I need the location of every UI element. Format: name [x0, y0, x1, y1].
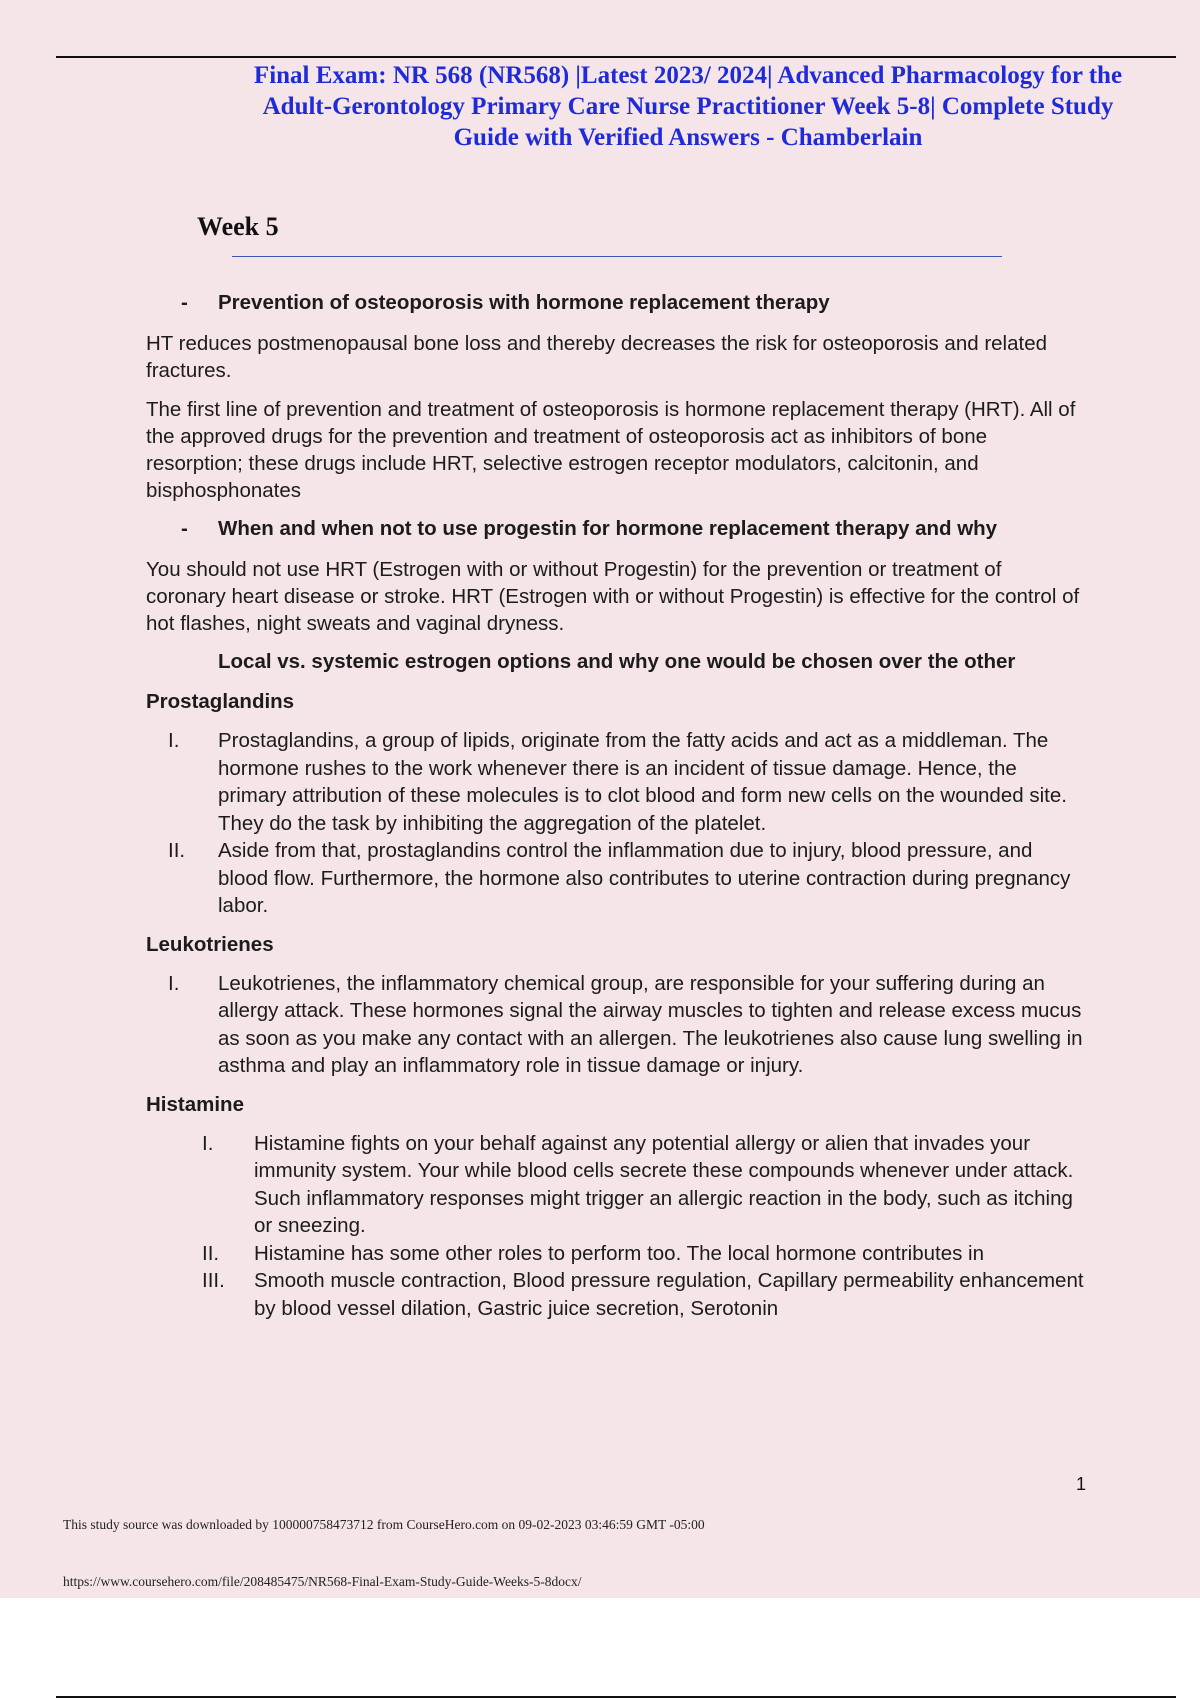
heading-text: Prevention of osteoporosis with hormone replacement therapy: [218, 291, 830, 314]
list-item: [146, 1240, 1086, 1268]
list-item: [146, 837, 1086, 920]
week-heading: Week 5: [197, 212, 279, 241]
list-item: [146, 727, 1086, 837]
source-url-link[interactable]: https://www.coursehero.com/file/208485475/NR568-Final-Exam-Study-Guide-Weeks-5-8docx/: [63, 1574, 582, 1589]
list-number: II.: [168, 839, 186, 862]
section-heading-leukotrienes: Leukotrienes: [146, 932, 274, 956]
list-item: [146, 1130, 1086, 1240]
list-text: Histamine has some other roles to perform too. The local hormone contributes in: [254, 1241, 985, 1265]
document-title: Final Exam: NR 568 (NR568) |Latest 2023/ 2024| Advanced Pharmacology for the Adult-Gerontology Primary Care Nurse Practitioner Week 5-8| Complete Study Guide with Verified Answers - Chamberlain: [253, 62, 1123, 151]
download-note: This study source was downloaded by 100000758473712 from CourseHero.com on 09-02-2023 03:46:59 GMT -05:00: [63, 1517, 705, 1532]
paragraph: You should not use HRT (Estrogen with or without Progestin) for the prevention or treatment of coronary heart disease or stroke. HRT (Estrogen with or without Progestin) is effective for the control of hot flashes, night sweats and vaginal dryness.: [146, 558, 1080, 635]
bullet-dash: -: [181, 517, 188, 540]
heading-text: Local vs. systemic estrogen options and why one would be chosen over the other: [218, 650, 1016, 673]
section-heading-prostaglandins: Prostaglandins: [146, 690, 295, 713]
list-number: I.: [168, 971, 180, 995]
heading-text: When and when not to use progestin for hormone replacement therapy and why: [218, 517, 998, 540]
list-item: [146, 1267, 1086, 1322]
list-number: II.: [202, 1241, 220, 1265]
list-text: Prostaglandins, a group of lipids, originate from the fatty acids and act as a middleman. The hormone rushes to the work whenever there is an incident of tissue damage. Hence, the primary attribution of these molecules is to clot blood and form new cells on the wounded site. They do the task by inhibiting the aggregation of the platelet.: [218, 729, 1067, 835]
prostaglandins-list: [146, 727, 1086, 920]
page-number: 1: [1076, 1474, 1087, 1494]
list-text: Leukotrienes, the inflammatory chemical group, are responsible for your suffering during an allergy attack. These hormones signal the airway muscles to tighten and release excess mucus as soon as you make any contact with an allergen. The leukotrienes also cause lung swelling in asthma and play an inflammatory role in tissue damage or injury.: [218, 971, 1083, 1077]
document-body: [146, 290, 1086, 1334]
list-text: Aside from that, prostaglandins control the inflammation due to injury, blood pressure, and blood flow. Furthermore, the hormone also contributes to uterine contraction during pregnancy labor.: [218, 839, 1071, 917]
paragraph: The first line of prevention and treatment of osteoporosis is hormone replacement therapy (HRT). All of the approved drugs for the prevention and treatment of osteoporosis act as inhibitors of bone resorption; these drugs include HRT, selective estrogen receptor modulators, calcitonin, and bisphosphonates: [146, 398, 1076, 502]
heading-estrogen-options: [146, 649, 1086, 675]
list-number: I.: [168, 729, 180, 752]
bottom-rule: [56, 1696, 1176, 1698]
list-number: III.: [202, 1269, 225, 1292]
bullet-heading-progestin: [146, 516, 1086, 542]
leukotrienes-list: [146, 970, 1086, 1080]
paragraph: HT reduces postmenopausal bone loss and thereby decreases the risk for osteoporosis and related fractures.: [146, 332, 1048, 382]
week-underline: [232, 256, 1002, 257]
histamine-list: [146, 1130, 1086, 1323]
bullet-dash: -: [181, 291, 188, 314]
list-text: Histamine fights on your behalf against any potential allergy or alien that invades your immunity system. Your while blood cells secrete these compounds whenever under attack. Such inflammatory responses might trigger an allergic reaction in the body, such as itching or sneezing.: [254, 1131, 1074, 1237]
list-text: Smooth muscle contraction, Blood pressure regulation, Capillary permeability enhancement by blood vessel dilation, Gastric juice secretion, Serotonin: [254, 1269, 1084, 1320]
list-item: [146, 970, 1086, 1080]
bullet-heading-osteoporosis: [146, 290, 1086, 316]
list-number: I.: [202, 1131, 214, 1155]
section-heading-histamine: Histamine: [146, 1092, 244, 1116]
top-rule: [56, 56, 1176, 58]
